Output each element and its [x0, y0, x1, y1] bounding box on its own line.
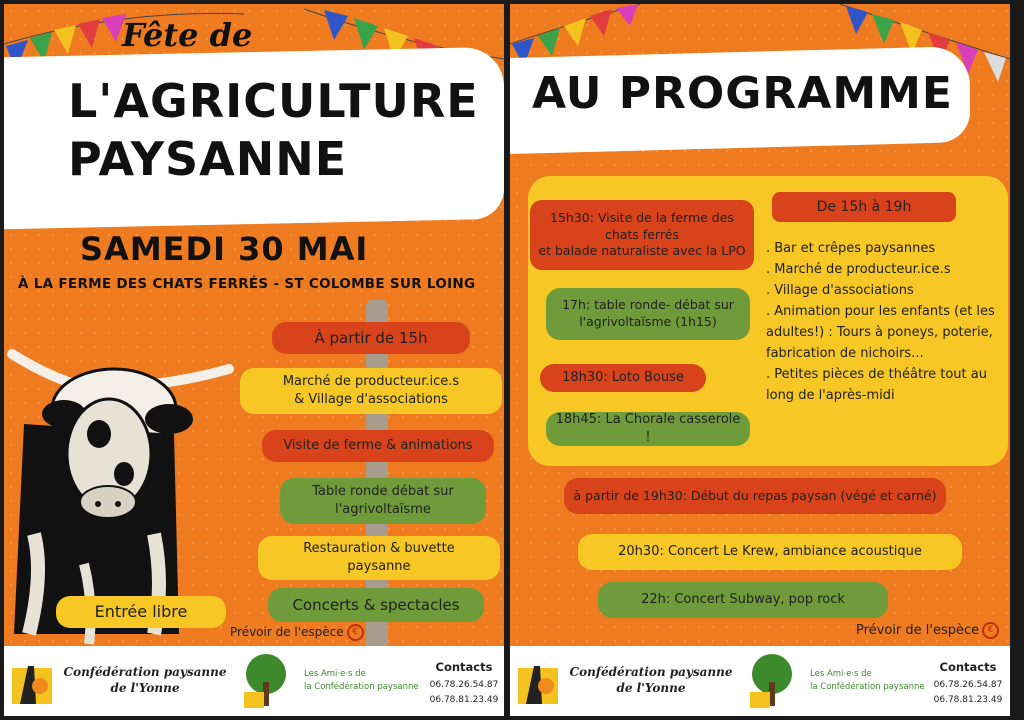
- org2-name: Les Ami·e·s de la Confédération paysanne: [810, 669, 925, 692]
- footer-left: [4, 646, 504, 716]
- poster-right: [510, 4, 1010, 716]
- phone-2: 06.78.81.23.49: [429, 694, 499, 705]
- contacts-heading: Contacts: [939, 660, 997, 674]
- sign-start-time: À partir de 15h: [272, 322, 470, 354]
- sign-market: Marché de producteur.ice.s & Village d'associations: [240, 368, 502, 414]
- org1-name: Confédération paysanne de l'Yonne: [569, 665, 733, 696]
- contacts-block: [426, 658, 502, 708]
- item-concert-krew: 20h30: Concert Le Krew, ambiance acoustique: [578, 534, 962, 570]
- sign-concerts: Concerts & spectacles: [268, 588, 484, 622]
- list-item: . Animation pour les enfants (et les adultes!) : Tours à poneys, poterie, fabrication de nichoirs...: [766, 304, 995, 362]
- program-title: AU PROGRAMME: [532, 68, 953, 119]
- item-dinner: à partir de 19h30: Début du repas paysan (végé et carné): [564, 478, 946, 514]
- sign-food: Restauration & buvette paysanne: [258, 536, 500, 580]
- event-date: SAMEDI 30 MAI: [80, 230, 369, 268]
- org2-name: Les Ami·e·s de la Confédération paysanne: [304, 669, 419, 692]
- list-item: . Petites pièces de théâtre tout au long de l'après-midi: [766, 367, 987, 404]
- list-item: . Bar et crêpes paysannes: [766, 241, 936, 256]
- list-item: . Marché de producteur.ice.s: [766, 262, 951, 278]
- contacts-block: [930, 658, 1006, 708]
- poster-left: [4, 4, 504, 716]
- sign-round-table: Table ronde débat sur l'agrivoltaïsme: [280, 478, 486, 524]
- free-entry-badge: Entrée libre: [56, 596, 226, 628]
- tree-logo-icon: [742, 652, 804, 710]
- confederation-logo-icon: [12, 658, 52, 706]
- afternoon-heading: De 15h à 19h: [772, 192, 956, 222]
- item-concert-subway: 22h: Concert Subway, pop rock: [598, 582, 888, 618]
- euro-icon: €: [347, 624, 364, 641]
- org1-name: Confédération paysanne de l'Yonne: [63, 665, 227, 696]
- footer-right: [510, 646, 1010, 716]
- confederation-logo-icon: [518, 658, 558, 706]
- tree-logo-icon: [236, 652, 298, 710]
- sign-farm-visit: Visite de ferme & animations: [262, 430, 494, 462]
- title-script: Fête de: [122, 16, 253, 54]
- item-round-table: 17h: table ronde- débat sur l'agrivoltaïsme (1h15): [546, 288, 750, 340]
- title-line-1: L'AGRICULTURE: [68, 74, 479, 128]
- item-chorale: 18h45: La Chorale casserole !: [546, 412, 750, 446]
- phone-1: 06.78.26.54.87: [933, 679, 1003, 690]
- title-line-2: PAYSANNE: [68, 132, 348, 186]
- item-loto: 18h30: Loto Bouse: [540, 364, 706, 392]
- phone-2: 06.78.81.23.49: [933, 694, 1003, 705]
- cash-note-right: Prévoir de l'espèce €: [856, 622, 999, 639]
- event-location: À LA FERME DES CHATS FERRÉS - ST COLOMBE SUR LOING: [18, 276, 476, 292]
- list-item: . Village d'associations: [766, 283, 914, 299]
- cash-note-left: Prévoir de l'espèce €: [230, 624, 364, 641]
- contacts-heading: Contacts: [435, 660, 493, 674]
- afternoon-list: [766, 238, 998, 406]
- item-farm-visit: 15h30: Visite de la ferme des chats ferrés et balade naturaliste avec la LPO: [530, 200, 754, 270]
- phone-1: 06.78.26.54.87: [429, 679, 499, 690]
- euro-icon: €: [982, 622, 999, 639]
